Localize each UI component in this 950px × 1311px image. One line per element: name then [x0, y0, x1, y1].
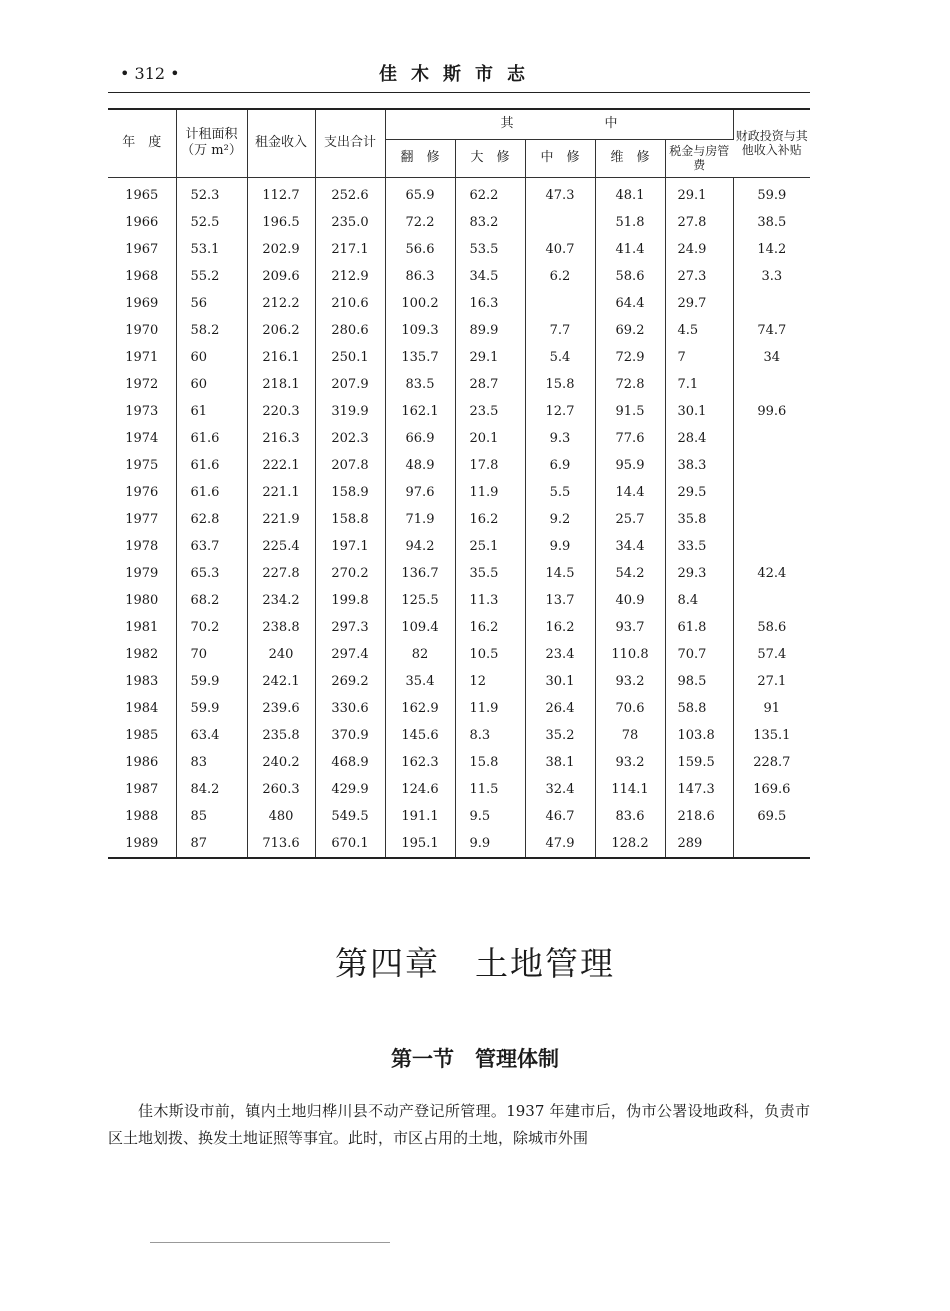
- table-cell: 94.2: [385, 533, 455, 560]
- table-cell: 56.6: [385, 236, 455, 263]
- table-cell: 28.4: [665, 425, 733, 452]
- table-cell: 83.2: [455, 209, 525, 236]
- table-cell: 1986: [108, 749, 176, 776]
- table-row: [108, 749, 810, 776]
- table-cell: 11.5: [455, 776, 525, 803]
- table-cell: 82: [385, 641, 455, 668]
- table-cell: 89.9: [455, 317, 525, 344]
- table-cell: 1989: [108, 830, 176, 858]
- table-cell: [525, 290, 595, 317]
- table-cell: 6.9: [525, 452, 595, 479]
- table-cell: 216.3: [247, 425, 315, 452]
- table-row: [108, 695, 810, 722]
- table-cell: 41.4: [595, 236, 665, 263]
- table-row: [108, 776, 810, 803]
- table-cell: 62.2: [455, 177, 525, 209]
- table-cell: 69.2: [595, 317, 665, 344]
- table-cell: 216.1: [247, 344, 315, 371]
- table-cell: 159.5: [665, 749, 733, 776]
- table-cell: 252.6: [315, 177, 385, 209]
- table-cell: 99.6: [757, 403, 787, 419]
- table-cell: 480: [247, 803, 315, 830]
- table-cell: 319.9: [315, 398, 385, 425]
- table-cell: 222.1: [247, 452, 315, 479]
- table-cell: 1967: [108, 236, 176, 263]
- table-cell: 212.2: [247, 290, 315, 317]
- table-cell: 59.9: [757, 187, 787, 203]
- table-cell: 7: [665, 344, 733, 371]
- table-cell: 250.1: [315, 344, 385, 371]
- table-row: [108, 722, 810, 749]
- table-cell: 27.1: [757, 673, 787, 689]
- table-cell: 29.1: [665, 177, 733, 209]
- table-cell: 93.2: [595, 749, 665, 776]
- table-cell: 468.9: [315, 749, 385, 776]
- table-cell: 55.2: [176, 263, 247, 290]
- table-cell: 35.5: [455, 560, 525, 587]
- table-cell: 242.1: [247, 668, 315, 695]
- table-cell: 9.3: [525, 425, 595, 452]
- header-investment: 财政投资与其他收入补贴: [733, 109, 810, 177]
- table-cell: 670.1: [315, 830, 385, 858]
- table-cell: [733, 290, 810, 317]
- table-row: [108, 209, 810, 236]
- table-cell: 1976: [108, 479, 176, 506]
- table-cell: 35.4: [385, 668, 455, 695]
- table-cell: 40.9: [595, 587, 665, 614]
- table-cell: 38.1: [525, 749, 595, 776]
- table-cell: 17.8: [455, 452, 525, 479]
- table-cell: 109.3: [385, 317, 455, 344]
- table-cell: 1984: [108, 695, 176, 722]
- table-cell: 61: [176, 398, 247, 425]
- table-row: [108, 425, 810, 452]
- table-cell: 20.1: [455, 425, 525, 452]
- table-row: [108, 263, 810, 290]
- header-expense: 支出合计: [315, 109, 385, 177]
- table-cell: 14.4: [595, 479, 665, 506]
- page-number: • 312 •: [120, 64, 180, 83]
- table-cell: 7.7: [525, 317, 595, 344]
- table-cell: 202.3: [315, 425, 385, 452]
- table-cell: 30.1: [525, 668, 595, 695]
- table-cell: 221.1: [247, 479, 315, 506]
- table-cell: 24.9: [665, 236, 733, 263]
- table-cell: 63.7: [176, 533, 247, 560]
- table-row: [108, 803, 810, 830]
- table-cell: 33.5: [665, 533, 733, 560]
- table-row: [108, 344, 810, 371]
- table-row: [108, 587, 810, 614]
- table-cell: 162.1: [385, 398, 455, 425]
- table-cell: 16.2: [525, 614, 595, 641]
- table-cell: 47.3: [525, 177, 595, 209]
- table-cell: 91.5: [595, 398, 665, 425]
- section-title: 第一节 管理体制: [391, 1047, 559, 1071]
- table-cell: 199.8: [315, 587, 385, 614]
- table-cell: [733, 830, 810, 858]
- table-cell: 93.2: [595, 668, 665, 695]
- table-cell: 370.9: [315, 722, 385, 749]
- table-cell: 85: [176, 803, 247, 830]
- table-cell: 280.6: [315, 317, 385, 344]
- table-row: [108, 830, 810, 858]
- table-cell: 218.1: [247, 371, 315, 398]
- table-cell: 270.2: [315, 560, 385, 587]
- table-cell: 26.4: [525, 695, 595, 722]
- table-cell: 66.9: [385, 425, 455, 452]
- table-cell: 221.9: [247, 506, 315, 533]
- table-row: [108, 371, 810, 398]
- table-cell: 269.2: [315, 668, 385, 695]
- table-cell: 58.8: [665, 695, 733, 722]
- table-cell: 34: [763, 349, 781, 365]
- table-cell: 29.1: [455, 344, 525, 371]
- table-cell: 128.2: [595, 830, 665, 858]
- table-cell: 217.1: [315, 236, 385, 263]
- table-cell: 84.2: [176, 776, 247, 803]
- table-cell: 289: [665, 830, 733, 858]
- table-cell: 125.5: [385, 587, 455, 614]
- table-cell: 1980: [108, 587, 176, 614]
- table-cell: 1970: [108, 317, 176, 344]
- table-cell: 235.8: [247, 722, 315, 749]
- table-cell: 169.6: [753, 781, 791, 797]
- table-cell: 30.1: [665, 398, 733, 425]
- table-cell: 29.5: [665, 479, 733, 506]
- table-cell: 61.6: [176, 452, 247, 479]
- table-cell: 77.6: [595, 425, 665, 452]
- table-cell: [733, 533, 810, 560]
- table-cell: [733, 425, 810, 452]
- table-cell: 1983: [108, 668, 176, 695]
- table-row: [108, 290, 810, 317]
- table-cell: 53.1: [176, 236, 247, 263]
- table-cell: 71.9: [385, 506, 455, 533]
- table-cell: 46.7: [525, 803, 595, 830]
- header-area-label: 计租面积: [185, 127, 238, 143]
- table-cell: 38.3: [665, 452, 733, 479]
- table-cell: 240: [247, 641, 315, 668]
- table-cell: 212.9: [315, 263, 385, 290]
- header-renovation: 翻 修: [385, 139, 455, 177]
- header-rent: 租金收入: [247, 109, 315, 177]
- table-cell: [733, 506, 810, 533]
- table-cell: 56: [176, 290, 247, 317]
- table-row: [108, 398, 810, 425]
- table-cell: 74.7: [757, 322, 787, 338]
- table-cell: 297.3: [315, 614, 385, 641]
- table-cell: [525, 209, 595, 236]
- table-cell: 1978: [108, 533, 176, 560]
- table-cell: 11.3: [455, 587, 525, 614]
- table-cell: 1977: [108, 506, 176, 533]
- table-cell: 1973: [108, 398, 176, 425]
- table-cell: 91: [763, 700, 781, 716]
- table-cell: 100.2: [385, 290, 455, 317]
- table-cell: 330.6: [315, 695, 385, 722]
- table-cell: 97.6: [385, 479, 455, 506]
- table-cell: 63.4: [176, 722, 247, 749]
- table-cell: 195.1: [385, 830, 455, 858]
- header-area: [176, 109, 247, 177]
- table-cell: 1975: [108, 452, 176, 479]
- table-cell: 61.8: [665, 614, 733, 641]
- table-row: [108, 533, 810, 560]
- table-cell: 4.5: [665, 317, 733, 344]
- table-cell: 147.3: [665, 776, 733, 803]
- table-row: [108, 479, 810, 506]
- table-cell: 8.3: [455, 722, 525, 749]
- header-maintenance: 维 修: [595, 139, 665, 177]
- table-cell: 65.3: [176, 560, 247, 587]
- table-cell: 95.9: [595, 452, 665, 479]
- table-cell: 136.7: [385, 560, 455, 587]
- table-cell: 297.4: [315, 641, 385, 668]
- table-cell: 35.2: [525, 722, 595, 749]
- table-cell: 14.5: [525, 560, 595, 587]
- table-cell: 72.8: [595, 371, 665, 398]
- table-cell: 260.3: [247, 776, 315, 803]
- table-cell: 58.2: [176, 317, 247, 344]
- table-cell: 93.7: [595, 614, 665, 641]
- table-cell: 1988: [108, 803, 176, 830]
- table-cell: 61.6: [176, 425, 247, 452]
- table-cell: 235.0: [315, 209, 385, 236]
- table-row: [108, 317, 810, 344]
- table-cell: 64.4: [595, 290, 665, 317]
- table-cell: 87: [176, 830, 247, 858]
- table-cell: 72.2: [385, 209, 455, 236]
- table-cell: 227.8: [247, 560, 315, 587]
- table-cell: [733, 479, 810, 506]
- table-row: [108, 452, 810, 479]
- table-cell: 86.3: [385, 263, 455, 290]
- table-cell: 220.3: [247, 398, 315, 425]
- table-cell: 58.6: [757, 619, 787, 635]
- table-cell: 1985: [108, 722, 176, 749]
- table-cell: 8.4: [665, 587, 733, 614]
- table-cell: 16.3: [455, 290, 525, 317]
- table-cell: 9.9: [455, 830, 525, 858]
- table-cell: 206.2: [247, 317, 315, 344]
- chapter-title: 第四章 土地管理: [335, 944, 615, 983]
- table-cell: 72.9: [595, 344, 665, 371]
- table-cell: 60: [176, 371, 247, 398]
- table-cell: 3.3: [761, 268, 783, 284]
- table-cell: 57.4: [757, 646, 787, 662]
- table-cell: 13.7: [525, 587, 595, 614]
- table-cell: 52.3: [176, 177, 247, 209]
- table-cell: 68.2: [176, 587, 247, 614]
- table-cell: [733, 371, 810, 398]
- table-cell: 1965: [108, 177, 176, 209]
- table-row: [108, 641, 810, 668]
- table-cell: 34.4: [595, 533, 665, 560]
- table-cell: 12: [455, 668, 525, 695]
- table-cell: 10.5: [455, 641, 525, 668]
- table-cell: 158.9: [315, 479, 385, 506]
- table-cell: 202.9: [247, 236, 315, 263]
- table-cell: 429.9: [315, 776, 385, 803]
- table-cell: 158.8: [315, 506, 385, 533]
- table-cell: 1972: [108, 371, 176, 398]
- table-cell: 5.5: [525, 479, 595, 506]
- table-cell: 83: [176, 749, 247, 776]
- table-cell: 25.7: [595, 506, 665, 533]
- table-cell: 6.2: [525, 263, 595, 290]
- table-cell: [733, 587, 810, 614]
- header-group-breakdown: 其 中: [385, 109, 733, 139]
- table-cell: 61.6: [176, 479, 247, 506]
- scan-artifact-line: [150, 1242, 390, 1243]
- table-cell: 27.8: [665, 209, 733, 236]
- table-cell: 1982: [108, 641, 176, 668]
- table-cell: 62.8: [176, 506, 247, 533]
- table-row: [108, 177, 810, 209]
- table-cell: 38.5: [757, 214, 787, 230]
- table-row: [108, 560, 810, 587]
- table-cell: 145.6: [385, 722, 455, 749]
- table-cell: 207.9: [315, 371, 385, 398]
- table-cell: 78: [595, 722, 665, 749]
- table-cell: 1974: [108, 425, 176, 452]
- table-cell: 191.1: [385, 803, 455, 830]
- table-cell: 162.3: [385, 749, 455, 776]
- table-cell: 1987: [108, 776, 176, 803]
- table-cell: 1971: [108, 344, 176, 371]
- table-cell: 40.7: [525, 236, 595, 263]
- table-cell: 15.8: [455, 749, 525, 776]
- table-cell: 9.9: [525, 533, 595, 560]
- table-cell: 48.9: [385, 452, 455, 479]
- table-cell: 5.4: [525, 344, 595, 371]
- table-cell: 103.8: [665, 722, 733, 749]
- table-cell: 16.2: [455, 506, 525, 533]
- table-row: [108, 668, 810, 695]
- table-cell: 11.9: [455, 479, 525, 506]
- table-cell: 70.2: [176, 614, 247, 641]
- table-cell: 110.8: [595, 641, 665, 668]
- table-cell: 42.4: [757, 565, 787, 581]
- table-cell: 83.6: [595, 803, 665, 830]
- header-medium-repair: 中 修: [525, 139, 595, 177]
- table-cell: 58.6: [595, 263, 665, 290]
- table-cell: 23.4: [525, 641, 595, 668]
- table-cell: 228.7: [753, 754, 791, 770]
- table-cell: 11.9: [455, 695, 525, 722]
- book-title: 佳木斯市志: [379, 64, 539, 85]
- table-cell: 51.8: [595, 209, 665, 236]
- table-cell: 60: [176, 344, 247, 371]
- table-cell: 234.2: [247, 587, 315, 614]
- table-cell: 1979: [108, 560, 176, 587]
- table-cell: 112.7: [247, 177, 315, 209]
- table-cell: 25.1: [455, 533, 525, 560]
- table-cell: 16.2: [455, 614, 525, 641]
- table-cell: 59.9: [176, 695, 247, 722]
- table-cell: 27.3: [665, 263, 733, 290]
- table-cell: 53.5: [455, 236, 525, 263]
- table-row: [108, 506, 810, 533]
- table-cell: 135.1: [753, 727, 791, 743]
- table-cell: 98.5: [665, 668, 733, 695]
- table-cell: 109.4: [385, 614, 455, 641]
- table-cell: 70.6: [595, 695, 665, 722]
- table-cell: 114.1: [595, 776, 665, 803]
- table-cell: 209.6: [247, 263, 315, 290]
- table-cell: 59.9: [176, 668, 247, 695]
- table-cell: 69.5: [757, 808, 787, 824]
- table-cell: 225.4: [247, 533, 315, 560]
- table-cell: 65.9: [385, 177, 455, 209]
- table-cell: 23.5: [455, 398, 525, 425]
- table-cell: 15.8: [525, 371, 595, 398]
- table-cell: 9.2: [525, 506, 595, 533]
- table-cell: 35.8: [665, 506, 733, 533]
- table-row: [108, 236, 810, 263]
- table-cell: 1968: [108, 263, 176, 290]
- table-cell: 70.7: [665, 641, 733, 668]
- table-cell: 28.7: [455, 371, 525, 398]
- table-cell: 14.2: [757, 241, 787, 257]
- table-cell: 7.1: [665, 371, 733, 398]
- table-cell: 207.8: [315, 452, 385, 479]
- table-cell: 549.5: [315, 803, 385, 830]
- body-paragraph: 佳木斯设市前，镇内土地归桦川县不动产登记所管理。1937 年建市后，伪市公署设地政科，负责市区土地划拨、换发土地证照等事宜。此时，市区占用的土地，除城市外围: [108, 1102, 810, 1147]
- header-major-repair: 大 修: [455, 139, 525, 177]
- header-area-unit: （万 m²）: [181, 143, 242, 159]
- table-cell: 1969: [108, 290, 176, 317]
- page-header: [108, 58, 810, 93]
- housing-rent-table: [108, 108, 810, 859]
- table-cell: 12.7: [525, 398, 595, 425]
- table-cell: 48.1: [595, 177, 665, 209]
- header-tax-fees: 税金与房管费: [665, 139, 733, 177]
- table-cell: 29.3: [665, 560, 733, 587]
- table-cell: 210.6: [315, 290, 385, 317]
- table-cell: 197.1: [315, 533, 385, 560]
- table-cell: 52.5: [176, 209, 247, 236]
- table-cell: 83.5: [385, 371, 455, 398]
- table-cell: 70: [176, 641, 247, 668]
- table-cell: 218.6: [665, 803, 733, 830]
- table-cell: 240.2: [247, 749, 315, 776]
- table-row: [108, 614, 810, 641]
- table-cell: 9.5: [455, 803, 525, 830]
- table-body: [108, 177, 810, 858]
- table-cell: 239.6: [247, 695, 315, 722]
- table-cell: 32.4: [525, 776, 595, 803]
- table-cell: 34.5: [455, 263, 525, 290]
- table-cell: 124.6: [385, 776, 455, 803]
- table-cell: 54.2: [595, 560, 665, 587]
- table-cell: 1981: [108, 614, 176, 641]
- table-cell: 1966: [108, 209, 176, 236]
- table-cell: 47.9: [525, 830, 595, 858]
- table-cell: [733, 452, 810, 479]
- table-cell: 162.9: [385, 695, 455, 722]
- table-cell: 196.5: [247, 209, 315, 236]
- table-cell: 29.7: [665, 290, 733, 317]
- header-year: 年 度: [108, 109, 176, 177]
- table-cell: 713.6: [247, 830, 315, 858]
- table-cell: 238.8: [247, 614, 315, 641]
- table-cell: 135.7: [385, 344, 455, 371]
